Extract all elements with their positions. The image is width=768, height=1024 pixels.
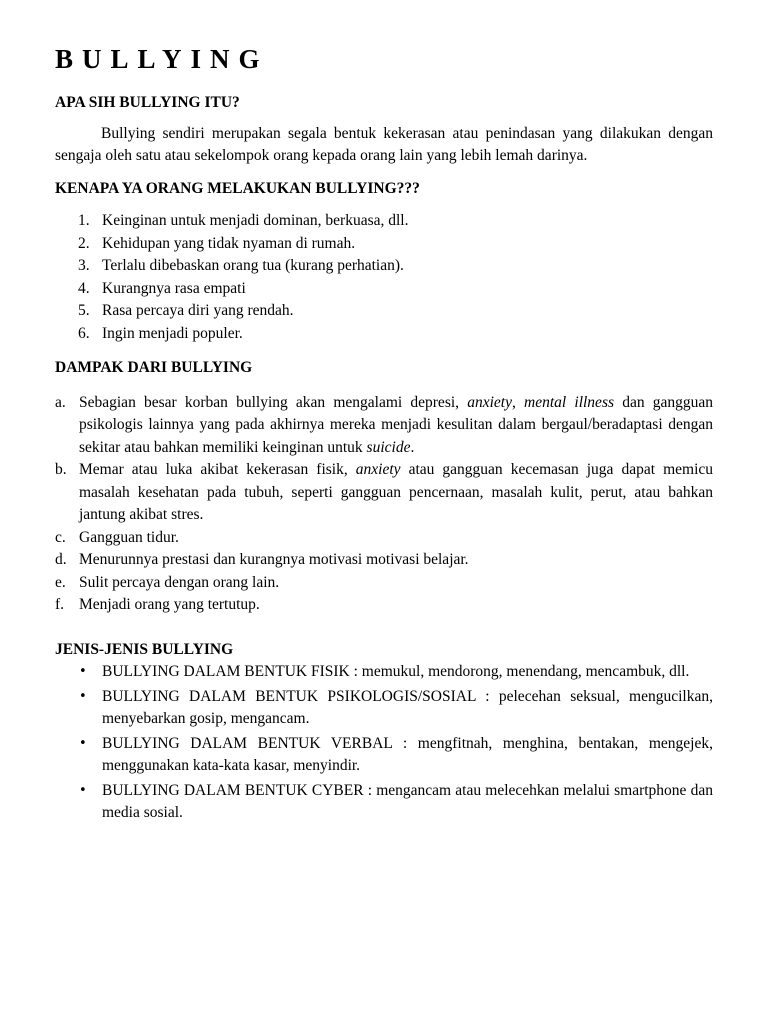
list-item <box>55 300 713 323</box>
document-title: BULLYING <box>55 44 269 74</box>
list-item-text: Sulit percaya dengan orang lain. <box>79 573 280 591</box>
list-item-text: BULLYING DALAM BENTUK PSIKOLOGIS/SOSIAL : pelecehan seksual, mengucilkan, menyebarkan gosip, mengancam. <box>102 687 713 727</box>
list-item-text: BULLYING DALAM BENTUK FISIK : memukul, mendorong, menendang, mencambuk, dll. <box>102 663 690 680</box>
bullet-icon: • <box>79 735 87 751</box>
list-marker: b. <box>55 461 67 478</box>
list-item-text: Memar atau luka akibat kekerasan fisik, anxiety atau gangguan kecemasan juga dapat memicu masalah kesehatan pada tubuh, seperti gangguan pencernaan, masalah kulit, perut, atau bahkan jantung akibat stres. <box>79 461 713 523</box>
list-item <box>55 392 713 460</box>
list-item <box>55 255 713 278</box>
list-item-text: BULLYING DALAM BENTUK VERBAL : mengfitnah, menghina, bentakan, mengejek, menggunakan kata-kata kasar, menyindir. <box>102 734 713 774</box>
list-item <box>55 661 713 684</box>
list-marker: f. <box>55 596 65 613</box>
section-heading-causes: KENAPA YA ORANG MELAKUKAN BULLYING??? <box>55 179 420 197</box>
definition-paragraph: Bullying sendiri merupakan segala bentuk kekerasan atau penindasan yang dilakukan dengan sengaja oleh satu atau sekelompok orang kepada orang lain yang lebih lemah darinya. <box>55 124 713 164</box>
list-item-text: Menurunnya prestasi dan kurangnya motivasi motivasi belajar. <box>79 551 469 568</box>
list-marker: c. <box>55 528 66 546</box>
list-item-text: Rasa percaya diri yang rendah. <box>102 302 294 319</box>
types-list <box>55 661 713 825</box>
list-item <box>55 686 713 731</box>
list-item-text: Keinginan untuk menjadi dominan, berkuasa, dll. <box>102 212 409 229</box>
list-item <box>55 323 713 346</box>
list-item <box>55 780 713 825</box>
list-item <box>55 459 713 527</box>
bullet-icon: • <box>79 664 87 679</box>
list-item-text: Menjadi orang yang tertutup. <box>79 596 260 613</box>
list-marker: 5. <box>78 302 90 319</box>
list-item <box>55 210 713 233</box>
list-item <box>55 549 713 572</box>
list-item-text: BULLYING DALAM BENTUK CYBER : mengancam atau melecehkan melalui smartphone dan media sosial. <box>102 781 713 821</box>
section-heading-impacts: DAMPAK DARI BULLYING <box>55 359 253 376</box>
document-page <box>55 40 713 827</box>
list-item-text: Kurangnya rasa empati <box>102 279 246 297</box>
list-item-text: Ingin menjadi populer. <box>102 324 243 342</box>
list-marker: 4. <box>78 279 90 297</box>
list-marker: e. <box>55 573 66 591</box>
list-item-text: Gangguan tidur. <box>79 528 179 546</box>
list-marker: 3. <box>78 257 90 274</box>
list-item <box>55 572 713 595</box>
list-item <box>55 594 713 617</box>
list-item <box>55 733 713 778</box>
list-item <box>55 233 713 256</box>
list-item <box>55 278 713 301</box>
bullet-icon: • <box>79 782 87 798</box>
bullet-icon: • <box>79 688 87 704</box>
causes-list <box>55 210 713 345</box>
list-marker: 2. <box>78 234 90 252</box>
list-marker: 6. <box>78 324 90 342</box>
impacts-list <box>55 392 713 617</box>
list-marker: a. <box>55 393 66 411</box>
list-item <box>55 527 713 550</box>
list-item-text: Kehidupan yang tidak nyaman di rumah. <box>102 234 356 252</box>
section-heading-types: JENIS-JENIS BULLYING <box>55 640 234 658</box>
list-marker: 1. <box>78 212 90 229</box>
list-item-text: Sebagian besar korban bullying akan mengalami depresi, anxiety, mental illness dan gangguan psikologis lainnya yang pada akhirnya mereka menjadi kesulitan dalam bergaul/beradaptasi dengan sekitar atau bahkan memiliki keinginan untuk suicide. <box>79 393 714 456</box>
section-heading-what-is-bullying: APA SIH BULLYING ITU? <box>55 94 240 111</box>
list-item-text: Terlalu dibebaskan orang tua (kurang perhatian). <box>102 257 404 274</box>
list-marker: d. <box>55 551 67 568</box>
